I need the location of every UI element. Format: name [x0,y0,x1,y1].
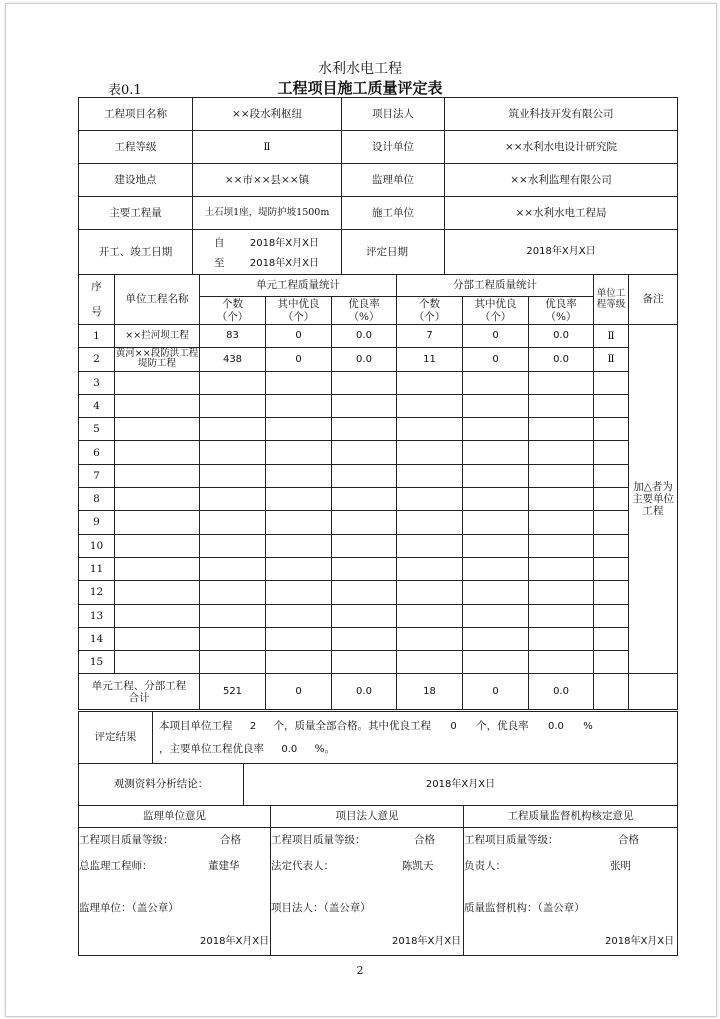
excellent-count-value: 0 [450,721,457,733]
unit-project-name [115,627,200,650]
quantity: 土石坝1座，堤防护坡1500m [193,197,342,230]
label-line: 个数 [222,298,243,311]
result-text-part: 本项目单位工程 [159,720,233,733]
label-line: 其中优良 [474,298,517,311]
table-row [79,348,678,371]
end-date: 2018年X月X日 [249,258,319,269]
owner-grade: 合格 [414,834,435,846]
result-table [78,711,678,764]
project-info-table [78,97,678,275]
unit-project-name [115,418,200,441]
sub-count [397,488,463,511]
seq-header-line2: 号 [91,305,102,318]
unit-count [200,488,266,511]
row-number: 7 [79,464,115,487]
sub-excellent [463,371,529,394]
total-label: 单元工程、分部工程合计 [79,674,200,710]
table-row [79,557,678,580]
unit-count [200,651,266,674]
sub-count [397,651,463,674]
sub-excellent [463,581,529,604]
unit-count [200,627,266,650]
row-number: 9 [79,511,115,534]
unit-count [200,511,266,534]
table-row [79,627,678,650]
unit-excellent [266,534,332,557]
total-row [79,674,678,710]
unit-count [200,371,266,394]
unit-grade [594,371,629,394]
unit-rate [332,604,397,627]
sub-count-header [397,297,463,325]
percent-sign: % [583,721,593,733]
owner-label: 项目法人 [342,98,445,131]
agency-date: 2018年X月X日 [605,936,675,947]
eval-date: 2018年X月X日 [445,230,678,275]
table-row [79,464,678,487]
unit-project-name: 黄河××段防洪工程堤防工程 [115,348,199,370]
supervisor-opinion-title: 监理单位意见 [79,806,271,828]
unit-project-name [115,511,200,534]
page-number: 2 [356,964,364,977]
row-number: 10 [79,534,115,557]
row-number: 14 [79,627,115,650]
sub-excellent [463,557,529,580]
result-line-2 [159,738,677,760]
result-text [153,712,678,764]
unit-project-name: ××拦河坝工程 [115,325,200,348]
sub-rate [529,418,594,441]
unit-count [200,418,266,441]
sub-rate [529,511,594,534]
unit-project-name [115,394,200,417]
sub-rate [529,581,594,604]
sub-excellent [463,534,529,557]
row-number: 15 [79,651,115,674]
unit-grade [594,464,629,487]
unit-grade [594,418,629,441]
sub-count [397,534,463,557]
total-u-count: 521 [200,674,266,710]
unit-excellent: 0 [266,348,332,371]
supervisor: ××水利监理有限公司 [445,164,678,197]
row-number: 8 [79,488,115,511]
unit-grade [594,441,629,464]
table-row [79,371,678,394]
unit-excellent [266,581,332,604]
sub-excellent [463,627,529,650]
sub-rate [529,534,594,557]
unit-rate [332,581,397,604]
design-label: 设计单位 [342,131,445,164]
table-row [79,394,678,417]
table-row [79,651,678,674]
to-label: 至 [214,257,225,269]
row-number: 11 [79,557,115,580]
legal-rep-label: 法定代表人： [271,860,334,872]
total-u-rate: 0.0 [332,674,397,710]
sub-stats-header: 分部工程质量统计 [397,275,594,297]
result-text-part: %。 [314,742,336,755]
start-date: 2018年X月X日 [249,237,319,249]
unit-excellent [266,441,332,464]
remark-cell: 加△者为主要单位工程 [629,325,678,674]
table-row [79,581,678,604]
supervisor-grade: 合格 [220,834,241,846]
row-number: 2 [79,348,115,371]
sub-excellent [463,488,529,511]
unit-rate [332,371,397,394]
unit-stats-header: 单元工程质量统计 [200,275,397,297]
chief-supervisor-name: 董建华 [208,860,240,872]
unit-project-name [115,604,200,627]
label-line: 优良率 [545,298,577,311]
remark-header: 备注 [629,275,678,325]
label-line: （个） [413,310,446,323]
owner-opinion-content [271,828,463,955]
unit-excellent [266,511,332,534]
owner-seal: 项目法人：（盖公章） [271,902,371,914]
label-line: （个） [479,310,512,323]
analysis-table [78,763,678,806]
seq-header-line1: 序 [91,281,102,294]
sub-rate [529,604,594,627]
seq-header [79,275,115,325]
agency-seal: 质量监督机构：（盖公章） [464,902,585,914]
unit-rate [332,418,397,441]
sub-excellent: 0 [463,325,529,348]
unit-name-header: 单位工程名称 [115,275,200,325]
unit-grade [594,534,629,557]
unit-excellent [266,651,332,674]
sub-rate: 0.0 [529,348,594,371]
supervision-agency-content [464,828,677,955]
unit-rate [332,511,397,534]
label-line: （个） [282,310,315,323]
from-label: 自 [214,236,225,249]
sub-count [397,441,463,464]
unit-project-name [115,464,200,487]
dates-label: 开工、竣工日期 [79,230,193,275]
project-name: ××段水利枢纽 [193,98,342,131]
unit-count [200,441,266,464]
unit-rate: 0.0 [332,325,397,348]
sub-count [397,581,463,604]
sub-rate [529,464,594,487]
sub-rate [529,441,594,464]
unit-count-header [200,297,266,325]
dates-cell [193,230,342,275]
agency-person-name: 张明 [610,860,631,872]
table-row [79,325,678,348]
unit-excellent [266,557,332,580]
owner-opinion-title: 项目法人意见 [271,806,464,828]
unit-grade [594,651,629,674]
unit-project-name [115,441,200,464]
sub-rate [529,488,594,511]
sub-excellent [463,651,529,674]
owner-opinion-cell [271,828,464,956]
sub-rate [529,394,594,417]
unit-project-name [115,534,200,557]
contractor-label: 施工单位 [342,197,445,230]
unit-rate [332,488,397,511]
sub-rate [529,651,594,674]
unit-rate [332,651,397,674]
sub-count: 11 [397,348,463,371]
result-text-part: ，主要单位工程优良率 [159,742,264,755]
supervision-agency-cell [464,828,678,956]
sub-excellent [463,418,529,441]
unit-excellent [266,418,332,441]
total-u-exc: 0 [266,674,332,710]
design: ××水利水电设计研究院 [445,131,678,164]
sub-excellent-header [463,297,529,325]
analysis-date: 2018年X月X日 [244,764,678,806]
agency-person-label: 负责人： [464,860,506,872]
unit-project-name [115,581,200,604]
sub-rate [529,627,594,650]
total-s-count: 18 [397,674,463,710]
quantity-label: 主要工程量 [79,197,193,230]
supervisor-date: 2018年X月X日 [200,936,270,947]
unit-grade [594,581,629,604]
sub-excellent [463,511,529,534]
unit-excellent-header [266,297,332,325]
result-text-part: 个，优良率 [476,720,529,733]
grade-header: 单位工程等级 [594,275,629,325]
unit-excellent [266,604,332,627]
sub-excellent [463,441,529,464]
unit-excellent [266,488,332,511]
location-label: 建设地点 [79,164,193,197]
result-line-1 [159,715,677,737]
unit-rate [332,394,397,417]
table-row [79,441,678,464]
total-s-rate: 0.0 [529,674,594,710]
unit-project-name [115,488,200,511]
unit-count [200,581,266,604]
grade: Ⅱ [193,131,342,164]
unit-rate: 0.0 [332,348,397,371]
signoff-table [78,805,678,956]
result-label: 评定结果 [79,712,153,764]
unit-rate [332,557,397,580]
unit-count [200,464,266,487]
unit-count [200,557,266,580]
unit-count-value: 2 [249,721,257,733]
quality-stats-table [78,274,678,710]
supervisor-opinion-cell [79,828,271,956]
unit-excellent [266,627,332,650]
contractor: ××水利水电工程局 [445,197,678,230]
unit-rate-header [332,297,397,325]
sub-count [397,371,463,394]
table-row [79,534,678,557]
unit-grade [594,488,629,511]
supervisor-opinion-content [79,828,270,955]
sub-rate: 0.0 [529,325,594,348]
sub-excellent [463,464,529,487]
supervisor-seal: 监理单位：（盖公章） [79,902,179,914]
sub-rate-header [529,297,594,325]
sub-count [397,464,463,487]
agency-grade: 合格 [618,834,639,846]
supervisor-label: 监理单位 [342,164,445,197]
document-category: 水利水电工程 [318,61,402,77]
table-row [79,604,678,627]
unit-project-name [115,371,200,394]
sub-count [397,557,463,580]
label-line: （%） [348,310,380,323]
row-number: 3 [79,371,115,394]
table-row [79,418,678,441]
chief-supervisor-label: 总监理工程师： [79,860,153,872]
eval-date-label: 评定日期 [342,230,445,275]
row-number: 12 [79,581,115,604]
sub-count [397,418,463,441]
unit-grade [594,604,629,627]
unit-rate [332,464,397,487]
sub-excellent [463,604,529,627]
unit-project-name [115,557,200,580]
unit-grade [594,557,629,580]
grade-label: 工程等级 [79,131,193,164]
label-line: 优良率 [348,298,380,311]
row-number: 1 [79,325,115,348]
unit-excellent [266,394,332,417]
sub-count [397,511,463,534]
end-date-line [214,257,341,270]
unit-excellent [266,464,332,487]
sub-excellent: 0 [463,348,529,371]
unit-count: 83 [200,325,266,348]
sub-count [397,604,463,627]
unit-grade [594,627,629,650]
unit-excellent [266,371,332,394]
grade-label: 工程项目质量等级： [271,834,366,846]
project-name-label: 工程项目名称 [79,98,193,131]
unit-count: 438 [200,348,266,371]
total-s-exc: 0 [463,674,529,710]
sub-rate [529,557,594,580]
start-date-line [214,237,341,250]
unit-rate [332,534,397,557]
grade-label: 工程项目质量等级： [464,834,559,846]
sub-rate [529,371,594,394]
unit-excellent: 0 [266,325,332,348]
main-excellent-rate-value: 0.0 [281,743,298,755]
sub-count: 7 [397,325,463,348]
label-line: 个数 [419,298,441,311]
unit-project-name [115,651,200,674]
unit-rate [332,627,397,650]
unit-count [200,394,266,417]
unit-grade: Ⅱ [594,325,629,348]
row-number: 6 [79,441,115,464]
result-text-part: 个，质量全部合格。其中优良工程 [273,720,432,733]
legal-rep-name: 陈凯天 [402,860,434,872]
table-number: 表0.1 [108,83,142,98]
owner: 筑业科技开发有限公司 [445,98,678,131]
total-remark [629,674,678,710]
unit-count [200,604,266,627]
label-line: 其中优良 [277,298,320,311]
label-line: （%） [545,310,577,323]
unit-grade [594,394,629,417]
page-title: 工程项目施工质量评定表 [277,79,443,97]
table-row [79,511,678,534]
unit-grade [594,511,629,534]
total-grade [594,674,629,710]
supervision-agency-title: 工程质量监督机构核定意见 [464,806,678,828]
row-number: 4 [79,394,115,417]
table-row [79,488,678,511]
unit-count [200,534,266,557]
owner-date: 2018年X月X日 [392,936,462,947]
label-line: （个） [216,310,249,323]
row-number: 13 [79,604,115,627]
sub-excellent [463,394,529,417]
unit-rate [332,441,397,464]
location: ××市××县××镇 [193,164,342,197]
row-number: 5 [79,418,115,441]
sub-count [397,394,463,417]
excellent-rate-value: 0.0 [547,721,564,733]
sub-count [397,627,463,650]
grade-label: 工程项目质量等级： [79,834,174,846]
analysis-label: 观测资料分析结论： [79,764,244,806]
unit-grade: Ⅱ [594,348,629,371]
